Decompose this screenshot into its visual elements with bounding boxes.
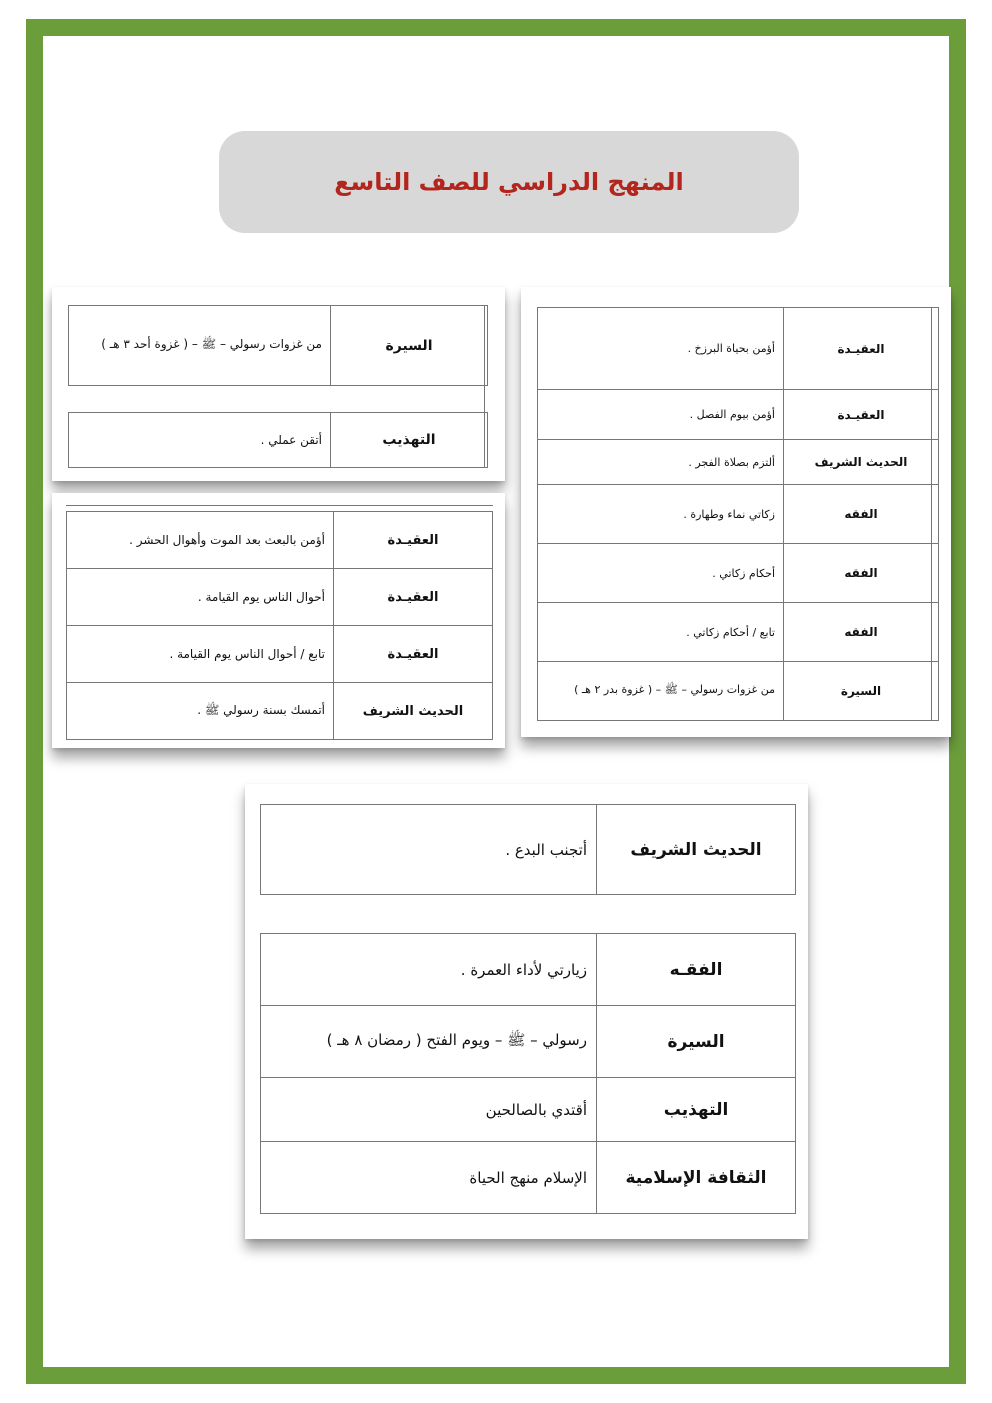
- table-top-line: [66, 505, 493, 506]
- table-edge-line: [484, 305, 485, 467]
- curriculum-table: [66, 511, 493, 740]
- table-row: [538, 308, 939, 390]
- subject-cell: الثقافة الإسلامية: [597, 1142, 796, 1214]
- table-row: [67, 626, 493, 683]
- lesson-cell: أقتدي بالصالحين: [261, 1078, 597, 1142]
- table-row: [538, 440, 939, 485]
- lesson-cell: تابع / أحكام زكاتي .: [538, 603, 784, 662]
- lesson-cell: أؤمن بالبعث بعد الموت وأهوال الحشر .: [67, 512, 334, 569]
- lesson-cell: أتقن عملي .: [69, 413, 331, 468]
- lesson-cell: زيارتي لأداء العمرة .: [261, 934, 597, 1006]
- lesson-cell: من غزوات رسولي – ﷺ – ( غزوة أحد ٣ هـ ): [69, 306, 331, 386]
- table-row: [67, 683, 493, 740]
- subject-cell: السيرة: [331, 306, 488, 386]
- subject-cell: الفقه: [784, 544, 939, 603]
- subject-cell: الحديث الشريف: [784, 440, 939, 485]
- table-row: [67, 569, 493, 626]
- lesson-cell: أحوال الناس يوم القيامة .: [67, 569, 334, 626]
- table-row: [261, 1078, 796, 1142]
- subject-cell: العقيـدة: [784, 308, 939, 390]
- subject-cell: العقيـدة: [784, 390, 939, 440]
- curriculum-table: [537, 307, 939, 721]
- lesson-cell: أؤمن بيوم الفصل .: [538, 390, 784, 440]
- subject-cell: الفقه: [784, 603, 939, 662]
- table-edge-line: [931, 307, 932, 721]
- table-row: [69, 413, 488, 468]
- subject-cell: التهذيب: [597, 1078, 796, 1142]
- subject-cell: الحديث الشريف: [334, 683, 493, 740]
- curriculum-card-top-left: [52, 287, 505, 481]
- table-row: [67, 512, 493, 569]
- lesson-cell: أؤمن بحياة البرزخ .: [538, 308, 784, 390]
- table-row: [261, 1006, 796, 1078]
- subject-cell: الحديث الشريف: [597, 805, 796, 895]
- title-banner: [219, 131, 799, 233]
- lesson-cell: أتمسك بسنة رسولي ﷺ .: [67, 683, 334, 740]
- table-separator: [69, 386, 488, 413]
- lesson-cell: الإسلام منهج الحياة: [261, 1142, 597, 1214]
- page-title: المنهج الدراسي للصف التاسع: [334, 168, 684, 196]
- lesson-cell: أتجنب البدع .: [261, 805, 597, 895]
- lesson-cell: من غزوات رسولي – ﷺ – ( غزوة بدر ٢ هـ ): [538, 662, 784, 721]
- subject-cell: العقيـدة: [334, 569, 493, 626]
- lesson-cell: رسولي – ﷺ – ويوم الفتح ( رمضان ٨ هـ ): [261, 1006, 597, 1078]
- table-row: [538, 390, 939, 440]
- curriculum-card-mid-left: [52, 493, 505, 748]
- table-row: [261, 1142, 796, 1214]
- table-row: [538, 485, 939, 544]
- lesson-cell: زكاتي نماء وطهارة .: [538, 485, 784, 544]
- subject-cell: السيرة: [784, 662, 939, 721]
- curriculum-table: [68, 305, 488, 468]
- lesson-cell: أحكام زكاتي .: [538, 544, 784, 603]
- lesson-cell: تابع / أحوال الناس يوم القيامة .: [67, 626, 334, 683]
- curriculum-card-right: [521, 287, 951, 737]
- subject-cell: الفقـه: [597, 934, 796, 1006]
- subject-cell: الفقه: [784, 485, 939, 544]
- table-row: [261, 934, 796, 1006]
- curriculum-card-bottom: [245, 784, 808, 1239]
- table-row: [69, 306, 488, 386]
- subject-cell: التهذيب: [331, 413, 488, 468]
- table-row: [261, 805, 796, 895]
- table-row: [538, 544, 939, 603]
- subject-cell: السيرة: [597, 1006, 796, 1078]
- table-row: [538, 603, 939, 662]
- table-row: [538, 662, 939, 721]
- subject-cell: العقيـدة: [334, 512, 493, 569]
- curriculum-table: [260, 804, 796, 1214]
- lesson-cell: ألتزم بصلاة الفجر .: [538, 440, 784, 485]
- table-separator: [261, 895, 796, 934]
- subject-cell: العقيـدة: [334, 626, 493, 683]
